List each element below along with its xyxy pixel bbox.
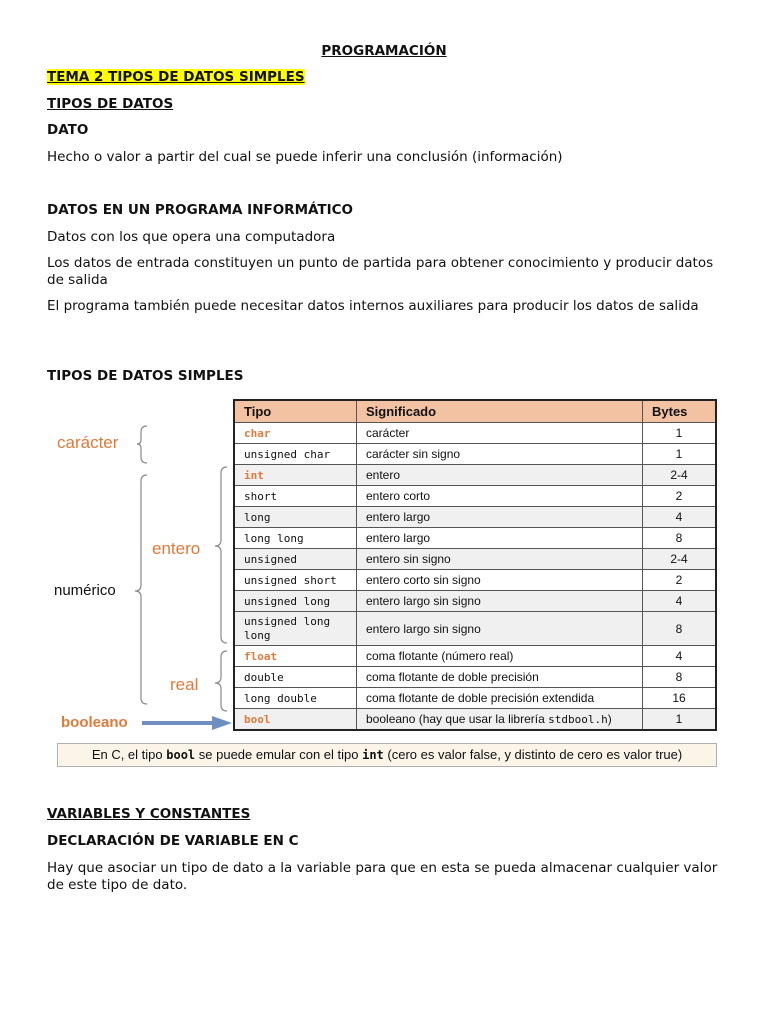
cell-significado: entero largo sin signo xyxy=(357,612,643,646)
dato-text: Hecho o valor a partir del cual se puede inferir una conclusión (información) xyxy=(47,149,563,165)
cell-tipo: double xyxy=(234,667,357,688)
cell-significado: entero largo xyxy=(357,528,643,549)
cell-tipo: long xyxy=(234,507,357,528)
programa-p2: Los datos de entrada constituyen un punto de partida para obtener conocimiento y producir datos de salida xyxy=(47,255,714,288)
cell-bytes: 1 xyxy=(643,444,717,465)
cell-bytes: 2-4 xyxy=(643,549,717,570)
entero-brace xyxy=(215,467,227,643)
table-row xyxy=(234,528,716,549)
variables-heading: VARIABLES Y CONSTANTES xyxy=(47,806,251,822)
booleano-arrow xyxy=(142,716,232,730)
cell-significado: entero corto xyxy=(357,486,643,507)
table-row xyxy=(234,507,716,528)
label-entero: entero xyxy=(152,539,201,558)
cell-bytes: 1 xyxy=(643,423,717,444)
section-heading: TIPOS DE DATOS xyxy=(47,96,174,112)
cell-bytes: 8 xyxy=(643,612,717,646)
cell-bytes: 4 xyxy=(643,507,717,528)
note-text: En C, el tipo xyxy=(91,747,167,762)
note-code-int: int xyxy=(362,748,384,762)
cell-tipo: int xyxy=(234,465,357,486)
table-row xyxy=(234,612,716,646)
numerico-brace xyxy=(135,475,147,704)
label-numerico: numérico xyxy=(54,582,116,599)
cell-bytes: 1 xyxy=(643,709,717,731)
note-code-bool: bool xyxy=(166,748,196,762)
table-header-row xyxy=(234,400,716,423)
table-row xyxy=(234,444,716,465)
cell-significado: entero corto sin signo xyxy=(357,570,643,591)
cell-bytes: 16 xyxy=(643,688,717,709)
bool-significado-end: ) xyxy=(607,712,612,726)
label-real: real xyxy=(170,675,199,694)
cell-significado xyxy=(357,709,643,731)
table-row xyxy=(234,688,716,709)
declaracion-text: Hay que asociar un tipo de dato a la variable para que en esta se pueda almacenar cualquier valor de este tipo de dato. xyxy=(47,860,718,893)
note-text: (cero es valor false, y distinto de cero es valor true) xyxy=(383,747,683,762)
programa-p3: El programa también puede necesitar datos internos auxiliares para producir los datos de salida xyxy=(47,298,699,314)
cell-tipo: bool xyxy=(234,709,357,731)
cell-significado: coma flotante (número real) xyxy=(357,646,643,667)
table-row xyxy=(234,549,716,570)
col-significado: Significado xyxy=(357,400,643,423)
cell-significado: entero xyxy=(357,465,643,486)
types-table xyxy=(233,399,717,731)
cell-significado: entero largo xyxy=(357,507,643,528)
table-row xyxy=(234,423,716,444)
bool-significado-text: booleano (hay que usar la librería xyxy=(366,712,545,726)
cell-significado: carácter sin signo xyxy=(357,444,643,465)
table-row xyxy=(234,486,716,507)
bool-note xyxy=(57,743,717,767)
table-row xyxy=(234,667,716,688)
table-row xyxy=(234,570,716,591)
programa-heading: DATOS EN UN PROGRAMA INFORMÁTICO xyxy=(47,202,354,218)
cell-tipo: unsigned xyxy=(234,549,357,570)
cell-significado: carácter xyxy=(357,423,643,444)
cell-significado: coma flotante de doble precisión xyxy=(357,667,643,688)
cell-tipo: short xyxy=(234,486,357,507)
col-bytes: Bytes xyxy=(643,400,717,423)
table-row xyxy=(234,709,716,731)
note-text: se puede emular con el tipo xyxy=(195,747,363,762)
cell-tipo: unsigned char xyxy=(234,444,357,465)
label-booleano: booleano xyxy=(61,714,128,731)
cell-bytes: 8 xyxy=(643,528,717,549)
cell-tipo: float xyxy=(234,646,357,667)
real-brace xyxy=(215,651,227,711)
cell-significado: coma flotante de doble precisión extendida xyxy=(357,688,643,709)
cell-tipo: unsigned long xyxy=(234,591,357,612)
bool-library-code: stdbool.h xyxy=(548,713,608,726)
cell-bytes: 4 xyxy=(643,646,717,667)
cell-significado: entero sin signo xyxy=(357,549,643,570)
col-tipo: Tipo xyxy=(234,400,357,423)
cell-tipo: char xyxy=(234,423,357,444)
label-caracter: carácter xyxy=(57,433,119,452)
cell-bytes: 2 xyxy=(643,486,717,507)
cell-significado: entero largo sin signo xyxy=(357,591,643,612)
cell-bytes: 2 xyxy=(643,570,717,591)
table-row xyxy=(234,591,716,612)
page-title: PROGRAMACIÓN xyxy=(321,43,447,59)
caracter-brace xyxy=(137,426,147,463)
simples-heading: TIPOS DE DATOS SIMPLES xyxy=(47,368,244,384)
table-row xyxy=(234,465,716,486)
cell-bytes: 8 xyxy=(643,667,717,688)
dato-heading: DATO xyxy=(47,122,89,138)
cell-tipo: unsigned short xyxy=(234,570,357,591)
table-row xyxy=(234,646,716,667)
programa-p1: Datos con los que opera una computadora xyxy=(47,229,336,245)
cell-bytes: 2-4 xyxy=(643,465,717,486)
cell-bytes: 4 xyxy=(643,591,717,612)
cell-tipo: unsigned long long xyxy=(234,612,357,646)
declaracion-heading: DECLARACIÓN DE VARIABLE EN C xyxy=(47,833,299,849)
topic-highlight: TEMA 2 TIPOS DE DATOS SIMPLES xyxy=(47,69,305,85)
cell-tipo: long long xyxy=(234,528,357,549)
cell-tipo: long double xyxy=(234,688,357,709)
